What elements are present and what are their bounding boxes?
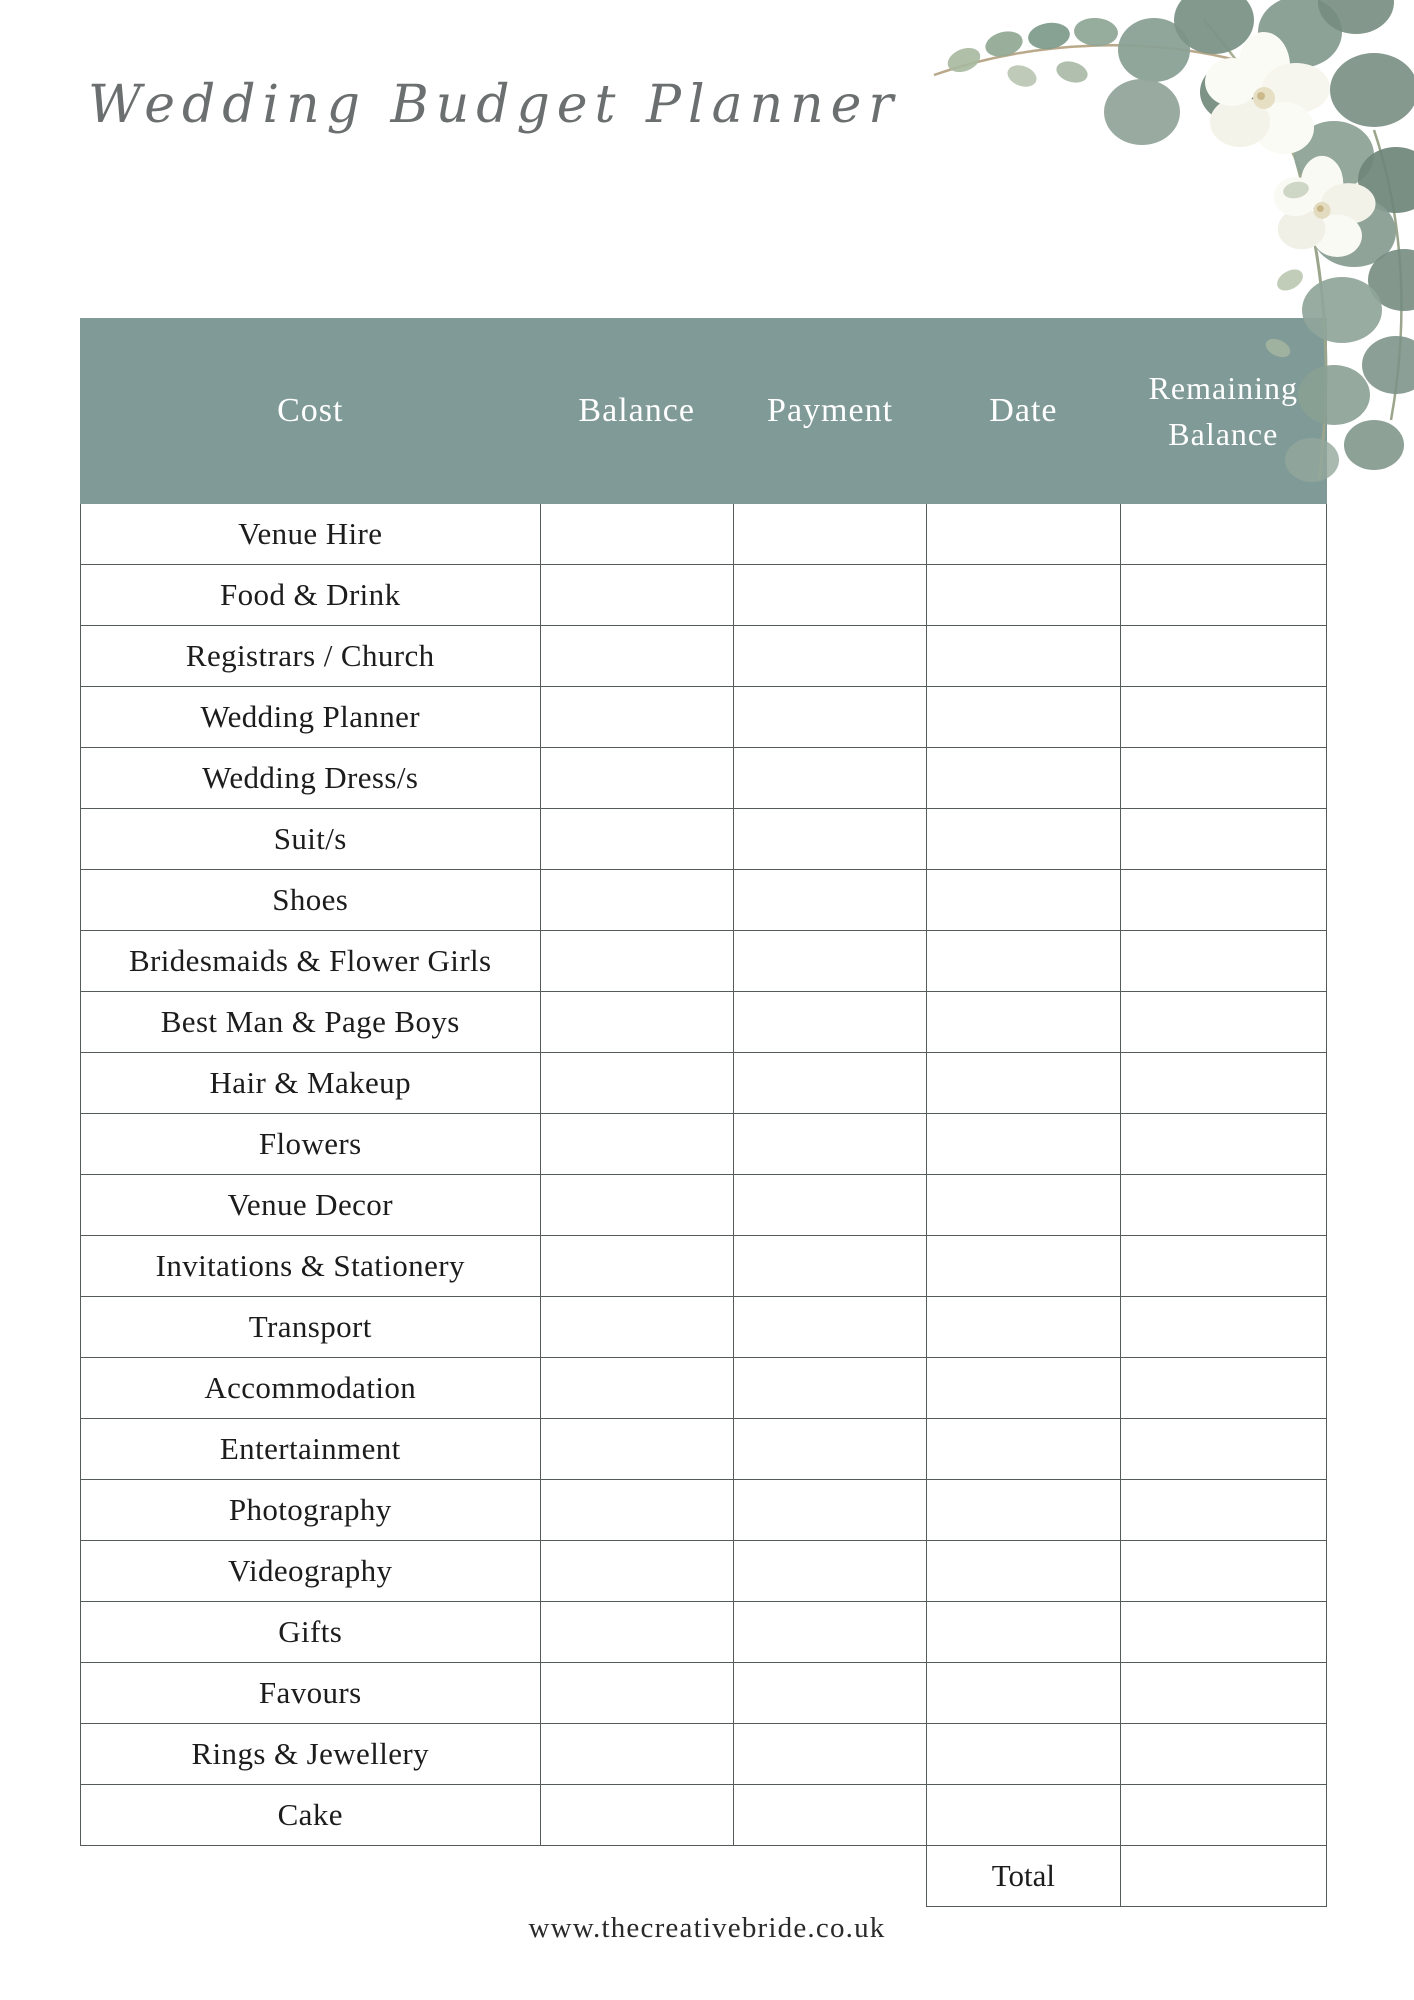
cell-remaining[interactable] xyxy=(1120,992,1326,1053)
cell-remaining[interactable] xyxy=(1120,870,1326,931)
cell-remaining[interactable] xyxy=(1120,748,1326,809)
cell-balance[interactable] xyxy=(540,504,733,565)
cell-date[interactable] xyxy=(927,1297,1120,1358)
table-row xyxy=(81,1358,1327,1419)
table-row xyxy=(81,626,1327,687)
table-row xyxy=(81,565,1327,626)
cell-balance[interactable] xyxy=(540,1602,733,1663)
cell-remaining[interactable] xyxy=(1120,1724,1326,1785)
column-header-remaining-balance: Remaining Balance xyxy=(1120,319,1326,504)
cost-item-label: Shoes xyxy=(81,870,541,931)
cell-balance[interactable] xyxy=(540,1114,733,1175)
cell-balance[interactable] xyxy=(540,1297,733,1358)
cell-date[interactable] xyxy=(927,1053,1120,1114)
cell-payment[interactable] xyxy=(733,687,926,748)
cell-balance[interactable] xyxy=(540,1724,733,1785)
table-row xyxy=(81,1114,1327,1175)
cell-balance[interactable] xyxy=(540,870,733,931)
cell-remaining[interactable] xyxy=(1120,1175,1326,1236)
cost-item-label: Rings & Jewellery xyxy=(81,1724,541,1785)
cell-date[interactable] xyxy=(927,1358,1120,1419)
table-footer xyxy=(81,1846,1327,1907)
table-row xyxy=(81,1785,1327,1846)
cost-item-label: Flowers xyxy=(81,1114,541,1175)
table-row xyxy=(81,1541,1327,1602)
page-title: Wedding Budget Planner xyxy=(88,75,901,135)
table-header-row xyxy=(81,319,1327,504)
cell-balance[interactable] xyxy=(540,1175,733,1236)
cell-balance[interactable] xyxy=(540,1785,733,1846)
cell-payment[interactable] xyxy=(733,1480,926,1541)
cell-payment[interactable] xyxy=(733,1602,926,1663)
cell-remaining[interactable] xyxy=(1120,1419,1326,1480)
cell-date[interactable] xyxy=(927,748,1120,809)
cost-item-label: Invitations & Stationery xyxy=(81,1236,541,1297)
cell-payment[interactable] xyxy=(733,1114,926,1175)
cell-payment[interactable] xyxy=(733,748,926,809)
cell-remaining[interactable] xyxy=(1120,504,1326,565)
cell-balance[interactable] xyxy=(540,1236,733,1297)
cost-item-label: Wedding Planner xyxy=(81,687,541,748)
table-row xyxy=(81,870,1327,931)
cell-remaining[interactable] xyxy=(1120,1602,1326,1663)
table-row xyxy=(81,1175,1327,1236)
cost-item-label: Venue Decor xyxy=(81,1175,541,1236)
total-value-cell[interactable] xyxy=(1120,1846,1326,1907)
cost-item-label: Entertainment xyxy=(81,1419,541,1480)
cell-date[interactable] xyxy=(927,504,1120,565)
cell-balance[interactable] xyxy=(540,809,733,870)
total-spacer-balance xyxy=(540,1846,733,1907)
cell-payment[interactable] xyxy=(733,1358,926,1419)
cost-item-label: Photography xyxy=(81,1480,541,1541)
cell-remaining[interactable] xyxy=(1120,1236,1326,1297)
cell-date[interactable] xyxy=(927,1602,1120,1663)
table-row xyxy=(81,504,1327,565)
cell-balance[interactable] xyxy=(540,748,733,809)
cell-remaining[interactable] xyxy=(1120,626,1326,687)
cell-date[interactable] xyxy=(927,992,1120,1053)
cell-balance[interactable] xyxy=(540,687,733,748)
cell-payment[interactable] xyxy=(733,1541,926,1602)
cell-date[interactable] xyxy=(927,1541,1120,1602)
cost-item-label: Hair & Makeup xyxy=(81,1053,541,1114)
cell-balance[interactable] xyxy=(540,992,733,1053)
table-row xyxy=(81,992,1327,1053)
total-row xyxy=(81,1846,1327,1907)
cost-item-label: Favours xyxy=(81,1663,541,1724)
total-label: Total xyxy=(927,1846,1120,1907)
cell-payment[interactable] xyxy=(733,870,926,931)
cost-item-label: Gifts xyxy=(81,1602,541,1663)
cell-payment[interactable] xyxy=(733,1297,926,1358)
table-row xyxy=(81,1297,1327,1358)
column-header-cost: Cost xyxy=(81,319,541,504)
table-row xyxy=(81,1236,1327,1297)
table-body xyxy=(81,504,1327,1846)
cell-date[interactable] xyxy=(927,1175,1120,1236)
table-header xyxy=(81,319,1327,504)
cell-date[interactable] xyxy=(927,1480,1120,1541)
cell-date[interactable] xyxy=(927,870,1120,931)
cost-item-label: Wedding Dress/s xyxy=(81,748,541,809)
cell-balance[interactable] xyxy=(540,1358,733,1419)
cost-item-label: Best Man & Page Boys xyxy=(81,992,541,1053)
cell-date[interactable] xyxy=(927,1419,1120,1480)
cell-remaining[interactable] xyxy=(1120,1785,1326,1846)
cost-item-label: Videography xyxy=(81,1541,541,1602)
cell-balance[interactable] xyxy=(540,931,733,992)
cost-item-label: Cake xyxy=(81,1785,541,1846)
cell-payment[interactable] xyxy=(733,931,926,992)
cell-remaining[interactable] xyxy=(1120,1297,1326,1358)
table-row xyxy=(81,1419,1327,1480)
cost-item-label: Bridesmaids & Flower Girls xyxy=(81,931,541,992)
cell-payment[interactable] xyxy=(733,1663,926,1724)
cell-date[interactable] xyxy=(927,809,1120,870)
cost-item-label: Registrars / Church xyxy=(81,626,541,687)
cell-date[interactable] xyxy=(927,1724,1120,1785)
cell-payment[interactable] xyxy=(733,1053,926,1114)
cell-date[interactable] xyxy=(927,626,1120,687)
cell-remaining[interactable] xyxy=(1120,809,1326,870)
cell-balance[interactable] xyxy=(540,565,733,626)
cell-balance[interactable] xyxy=(540,1053,733,1114)
table-row xyxy=(81,1724,1327,1785)
table-row xyxy=(81,748,1327,809)
column-header-balance: Balance xyxy=(540,319,733,504)
cell-remaining[interactable] xyxy=(1120,1663,1326,1724)
table-row xyxy=(81,809,1327,870)
cost-item-label: Suit/s xyxy=(81,809,541,870)
cell-date[interactable] xyxy=(927,1785,1120,1846)
footer-website-url: www.thecreativebride.co.uk xyxy=(528,1912,886,1944)
cell-date[interactable] xyxy=(927,1236,1120,1297)
table-row xyxy=(81,1602,1327,1663)
cell-remaining[interactable] xyxy=(1120,1053,1326,1114)
total-spacer-cost xyxy=(81,1846,541,1907)
cell-balance[interactable] xyxy=(540,626,733,687)
cell-remaining[interactable] xyxy=(1120,1480,1326,1541)
cost-item-label: Venue Hire xyxy=(81,504,541,565)
table-row xyxy=(81,1053,1327,1114)
cell-payment[interactable] xyxy=(733,1175,926,1236)
cell-remaining[interactable] xyxy=(1120,687,1326,748)
cell-date[interactable] xyxy=(927,1663,1120,1724)
table-row xyxy=(81,1663,1327,1724)
cell-date[interactable] xyxy=(927,931,1120,992)
cell-payment[interactable] xyxy=(733,1785,926,1846)
column-header-payment: Payment xyxy=(733,319,926,504)
cell-payment[interactable] xyxy=(733,1724,926,1785)
cell-payment[interactable] xyxy=(733,626,926,687)
table-row xyxy=(81,1480,1327,1541)
cell-payment[interactable] xyxy=(733,504,926,565)
cell-remaining[interactable] xyxy=(1120,931,1326,992)
cell-remaining[interactable] xyxy=(1120,565,1326,626)
total-spacer-payment xyxy=(733,1846,926,1907)
cell-remaining[interactable] xyxy=(1120,1541,1326,1602)
cell-payment[interactable] xyxy=(733,992,926,1053)
cell-payment[interactable] xyxy=(733,809,926,870)
cell-payment[interactable] xyxy=(733,1419,926,1480)
cost-item-label: Transport xyxy=(81,1297,541,1358)
cell-date[interactable] xyxy=(927,565,1120,626)
column-header-date: Date xyxy=(927,319,1120,504)
cell-balance[interactable] xyxy=(540,1480,733,1541)
cell-balance[interactable] xyxy=(540,1419,733,1480)
cell-payment[interactable] xyxy=(733,565,926,626)
cell-balance[interactable] xyxy=(540,1663,733,1724)
cell-remaining[interactable] xyxy=(1120,1114,1326,1175)
table-row xyxy=(81,931,1327,992)
cost-item-label: Accommodation xyxy=(81,1358,541,1419)
cell-date[interactable] xyxy=(927,1114,1120,1175)
cell-balance[interactable] xyxy=(540,1541,733,1602)
cell-remaining[interactable] xyxy=(1120,1358,1326,1419)
cost-item-label: Food & Drink xyxy=(81,565,541,626)
cell-date[interactable] xyxy=(927,687,1120,748)
table-row xyxy=(81,687,1327,748)
cell-payment[interactable] xyxy=(733,1236,926,1297)
wedding-budget-table xyxy=(80,318,1327,1907)
